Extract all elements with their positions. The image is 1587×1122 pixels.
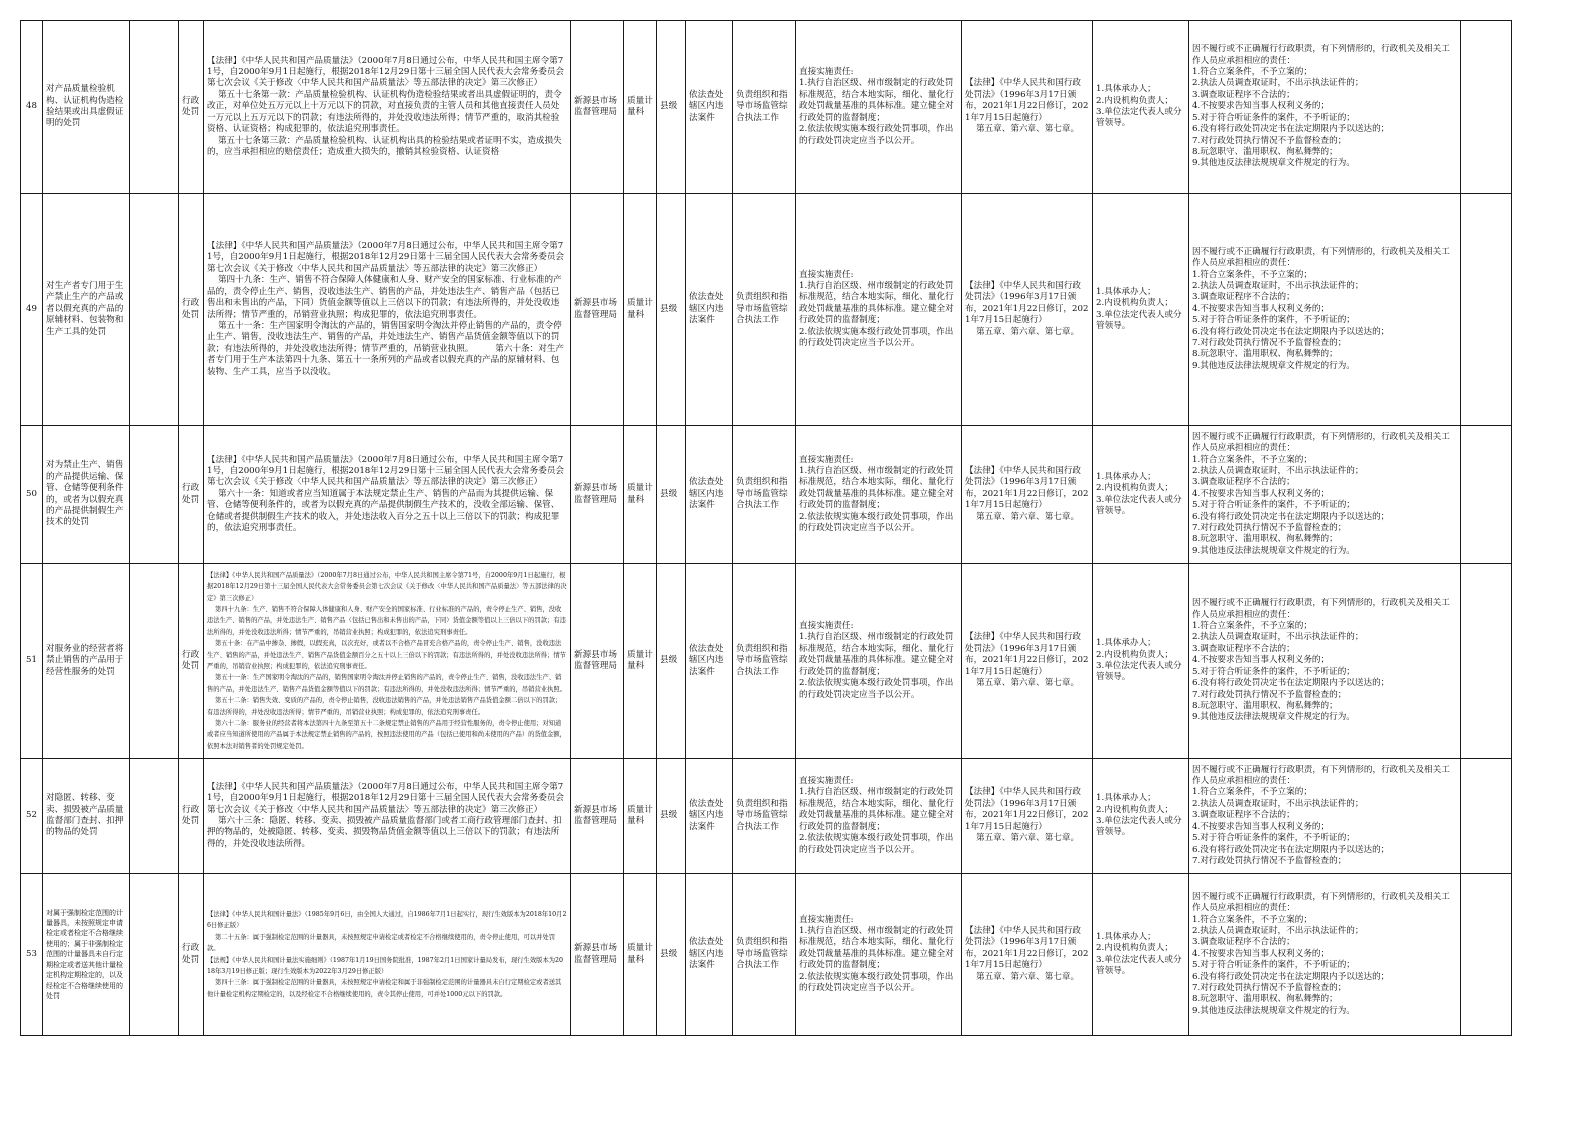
implementing-department: 新源县市场监督管理局 xyxy=(571,194,624,426)
exercise-level: 县级 xyxy=(657,194,686,426)
responsibility-item: 负责组织和指导市场监管综合执法工作 xyxy=(733,759,796,874)
table-row xyxy=(21,194,1512,426)
power-content: 依法查处辖区内违法案件 xyxy=(686,564,733,759)
power-type: 行政处罚 xyxy=(179,759,204,874)
duty-basis: 【法律】《中华人民共和国行政处罚法》（1996年3月17日颁布，2021年1月22日修订，2021年7月15日起施行） 第五章、第六章、第七章。 xyxy=(962,564,1093,759)
item-name: 对服务业的经营者将禁止销售的产品用于经营性服务的处罚 xyxy=(43,564,130,759)
accountability-cases: 因不履行或不正确履行行政职责，有下列情形的，行政机关及相关工作人员应承担相应的责任： 1.符合立案条件，不予立案的； 2.执法人员调查取证时，不出示执法证件的； 3.调查取证程序不合法的； 4.不按要求告知当事人权利义务的； 5.对于符合听证条件的案件，不予听证的； 6.没有将行政处罚决定书在法定期限内予以送达的； 7.对行政处罚执行情况不予监督检查的； 8.玩忽职守、滥用职权、徇私舞弊的； 9.其他违反法律法规规章文件规定的行为。 xyxy=(1189,564,1461,759)
accountability-cases: 因不履行或不正确履行行政职责，有下列情形的，行政机关及相关工作人员应承担相应的责任： 1.符合立案条件，不予立案的； 2.执法人员调查取证时，不出示执法证件的； 3.调查取证程序不合法的； 4.不按要求告知当事人权利义务的； 5.对于符合听证条件的案件，不予听证的； 6.没有将行政处罚决定书在法定期限内予以送达的； 7.对行政处罚执行情况不予监督检查的； 8.玩忽职守、滥用职权、徇私舞弊的； 9.其他违反法律法规规章文件规定的行为。 xyxy=(1189,194,1461,426)
responsible-office: 质量计量科 xyxy=(624,21,657,194)
responsible-office: 质量计量科 xyxy=(624,564,657,759)
duty-basis: 【法律】《中华人民共和国行政处罚法》（1996年3月17日颁布，2021年1月22日修订，2021年7月15日起施行） 第五章、第六章、第七章。 xyxy=(962,194,1093,426)
duty-content: 直接实施责任: 1.执行自治区级、州市级制定的行政处罚标准规范，结合本地实际，细化、量化行政处罚裁量基准的具体标准。建立健全对行政处罚的监督制度； 2.依法依规实施本级行政处罚事项，作出的行政处罚决定应当予以公开。 xyxy=(796,21,962,194)
responsible-office: 质量计量科 xyxy=(624,194,657,426)
duty-content: 直接实施责任: 1.执行自治区级、州市级制定的行政处罚标准规范，结合本地实际，细化、量化行政处罚裁量基准的具体标准。建立健全对行政处罚的监督制度； 2.依法依规实施本级行政处罚事项，作出的行政处罚决定应当予以公开。 xyxy=(796,426,962,564)
remark-cell xyxy=(1461,759,1512,874)
power-type: 行政处罚 xyxy=(179,874,204,1036)
table-row xyxy=(21,21,1512,194)
row-number: 48 xyxy=(21,21,43,194)
power-content: 依法查处辖区内违法案件 xyxy=(686,194,733,426)
legal-basis: 【法律】《中华人民共和国产品质量法》（2000年7月8日通过公布，中华人民共和国主席令第71号，自2000年9月1日起施行，根据2018年12月29日第十三届全国人民代表大会常务委员会第七次会议《关于修改〈中华人民共和国产品质量法〉等五部法律的决定》第三次修正） 第四十九条：生产、销售不符合保障人体健康和人身、财产安全的国家标准、行业标准的产品的，责令停止生产、销售，没收违法生产、销售的产品，并处违法生产、销售产品（包括已售出和未售出的产品，下同）货值金额等值以上三倍以下的罚款；有违法所得的，并处没收违法所得；情节严重的，吊销营业执照；构成犯罪的，依法追究刑事责任。 第五十条：在产品中掺杂、掺假，以假充真，以次充好，或者以不合格产品冒充合格产品的，责令停止生产、销售，没收违法生产、销售的产品，并处违法生产、销售产品货值金额百分之五十以上三倍以下的罚款；有违法所得的，并处没收违法所得；情节严重的，吊销营业执照；构成犯罪的，依法追究刑事责任。 第五十一条：生产国家明令淘汰的产品的，销售国家明令淘汰并停止销售的产品的，责令停止生产、销售，没收违法生产、销售的产品，并处违法生产、销售产品货值金额等值以下的罚款；有违法所得的，并处没收违法所得；情节严重的，吊销营业执照。 第五十二条：销售失效、变质的产品的，责令停止销售，没收违法销售的产品，并处违法销售产品货值金额二倍以下的罚款；有违法所得的，并处没收违法所得；情节严重的，吊销营业执照；构成犯罪的，依法追究刑事责任。 第六十二条：服务业的经营者将本法第四十九条至第五十二条规定禁止销售的产品用于经营性服务的，责令停止使用；对知道或者应当知道所使用的产品属于本法规定禁止销售的产品的，按照违法使用的产品（包括已使用和尚未使用的产品）的货值金额，依照本法对销售者的处罚规定处罚。 xyxy=(204,564,571,759)
power-list-table xyxy=(20,20,1512,1036)
duty-basis: 【法律】《中华人民共和国行政处罚法》（1996年3月17日颁布，2021年1月22日修订，2021年7月15日起施行） 第五章、第六章、第七章。 xyxy=(962,874,1093,1036)
accountable-subjects: 1.具体承办人； 2.内设机构负责人； 3.单位法定代表人或分管领导。 xyxy=(1093,426,1189,564)
duty-content: 直接实施责任: 1.执行自治区级、州市级制定的行政处罚标准规范，结合本地实际，细化、量化行政处罚裁量基准的具体标准。建立健全对行政处罚的监督制度； 2.依法依规实施本级行政处罚事项，作出的行政处罚决定应当予以公开。 xyxy=(796,564,962,759)
responsible-office: 质量计量科 xyxy=(624,759,657,874)
duty-content: 直接实施责任: 1.执行自治区级、州市级制定的行政处罚标准规范，结合本地实际，细化、量化行政处罚裁量基准的具体标准。建立健全对行政处罚的监督制度； 2.依法依规实施本级行政处罚事项，作出的行政处罚决定应当予以公开。 xyxy=(796,759,962,874)
accountable-subjects: 1.具体承办人； 2.内设机构负责人； 3.单位法定代表人或分管领导。 xyxy=(1093,874,1189,1036)
power-type: 行政处罚 xyxy=(179,564,204,759)
power-content: 依法查处辖区内违法案件 xyxy=(686,426,733,564)
power-content: 依法查处辖区内违法案件 xyxy=(686,874,733,1036)
duty-content: 直接实施责任: 1.执行自治区级、州市级制定的行政处罚标准规范，结合本地实际，细化、量化行政处罚裁量基准的具体标准。建立健全对行政处罚的监督制度； 2.依法依规实施本级行政处罚事项，作出的行政处罚决定应当予以公开。 xyxy=(796,874,962,1036)
remark-cell xyxy=(1461,21,1512,194)
remark-cell xyxy=(1461,194,1512,426)
accountability-cases: 因不履行或不正确履行行政职责，有下列情形的，行政机关及相关工作人员应承担相应的责任： 1.符合立案条件，不予立案的； 2.执法人员调查取证时，不出示执法证件的； 3.调查取证程序不合法的； 4.不按要求告知当事人权利义务的； 5.对于符合听证条件的案件，不予听证的； 6.没有将行政处罚决定书在法定期限内予以送达的； 7.对行政处罚执行情况不予监督检查的； xyxy=(1189,759,1461,874)
row-number: 52 xyxy=(21,759,43,874)
legal-basis: 【法律】《中华人民共和国计量法》（1985年9月6日，由全国人大通过，自1986年7月1日起实行，现行生效版本为2018年10月26日修正版） 第二十五条：属于强制检定范围的计量器具，未按照规定申请检定或者检定不合格继续使用的，责令停止使用，可以并处罚款。 【法规】《中华人民共和国计量法实施细则》（1987年1月19日国务院批准，1987年2月1日国家计量局发布，现行生效版本为2018年3月19日修正版；现行生效版本为2022年3月29日修正版） 第四十三条：属于强制检定范围的计量器具，未按照规定申请检定和属于非强制检定范围的计量器具未自行定期检定或者送其他计量检定机构定期检定的，以及经检定不合格继续使用的，责令其停止使用，可并处1000元以下的罚款。 xyxy=(204,874,571,1036)
duty-basis: 【法律】《中华人民共和国行政处罚法》（1996年3月17日颁布，2021年1月22日修订，2021年7月15日起施行） 第五章、第六章、第七章。 xyxy=(962,21,1093,194)
responsible-office: 质量计量科 xyxy=(624,874,657,1036)
power-content: 依法查处辖区内违法案件 xyxy=(686,759,733,874)
accountable-subjects: 1.具体承办人； 2.内设机构负责人； 3.单位法定代表人或分管领导。 xyxy=(1093,194,1189,426)
power-type: 行政处罚 xyxy=(179,21,204,194)
legal-basis: 【法律】《中华人民共和国产品质量法》（2000年7月8日通过公布，中华人民共和国主席令第71号，自2000年9月1日起施行，根据2018年12月29日第十三届全国人民代表大会常务委员会第七次会议《关于修改〈中华人民共和国产品质量法〉等五部法律的决定》第三次修正） 第四十九条：生产、销售不符合保障人体健康和人身、财产安全的国家标准、行业标准的产品的，责令停止生产、销售，没收违法生产、销售的产品，并处违法生产、销售产品（包括已售出和未售出的产品，下同）货值金额等值以上三倍以下的罚款；有违法所得的，并处没收违法所得；情节严重的，吊销营业执照；构成犯罪的，依法追究刑事责任。 第五十一条：生产国家明令淘汰的产品的，销售国家明令淘汰并停止销售的产品的，责令停止生产、销售，没收违法生产、销售的产品，并处违法生产、销售产品货值金额等值以下的罚款；有违法所得的，并处没收违法所得；情节严重的，吊销营业执照。 第六十条：对生产者专门用于生产本法第四十九条、第五十一条所列的产品或者以假充真的产品的原辅材料、包装物、生产工具，应当予以没收。 xyxy=(204,194,571,426)
legal-basis: 【法律】《中华人民共和国产品质量法》（2000年7月8日通过公布，中华人民共和国主席令第71号，自2000年9月1日起施行，根据2018年12月29日第十三届全国人民代表大会常务委员会第七次会议《关于修改〈中华人民共和国产品质量法〉等五部法律的决定》第三次修正） 第六十一条：知道或者应当知道属于本法规定禁止生产、销售的产品而为其提供运输、保管、仓储等便利条件的，或者为以假充真的产品提供制假生产技术的，没收全部运输、保管、仓储或者提供制假生产技术的收入，并处违法收入百分之五十以上三倍以下的罚款；构成犯罪的，依法追究刑事责任。 xyxy=(204,426,571,564)
accountability-cases: 因不履行或不正确履行行政职责，有下列情形的，行政机关及相关工作人员应承担相应的责任： 1.符合立案条件，不予立案的； 2.执法人员调查取证时，不出示执法证件的； 3.调查取证程序不合法的； 4.不按要求告知当事人权利义务的； 5.对于符合听证条件的案件，不予听证的； 6.没有将行政处罚决定书在法定期限内予以送达的； 7.对行政处罚执行情况不予监督检查的； 8.玩忽职守、滥用职权、徇私舞弊的； 9.其他违反法律法规规章文件规定的行为。 xyxy=(1189,21,1461,194)
exercise-level: 县级 xyxy=(657,874,686,1036)
subitem-cell xyxy=(130,21,179,194)
responsibility-item: 负责组织和指导市场监管综合执法工作 xyxy=(733,21,796,194)
responsibility-item: 负责组织和指导市场监管综合执法工作 xyxy=(733,564,796,759)
exercise-level: 县级 xyxy=(657,564,686,759)
responsibility-item: 负责组织和指导市场监管综合执法工作 xyxy=(733,194,796,426)
subitem-cell xyxy=(130,759,179,874)
accountability-cases: 因不履行或不正确履行行政职责，有下列情形的，行政机关及相关工作人员应承担相应的责任： 1.符合立案条件，不予立案的； 2.执法人员调查取证时，不出示执法证件的； 3.调查取证程序不合法的； 4.不按要求告知当事人权利义务的； 5.对于符合听证条件的案件，不予听证的； 6.没有将行政处罚决定书在法定期限内予以送达的； 7.对行政处罚执行情况不予监督检查的； 8.玩忽职守、滥用职权、徇私舞弊的； 9.其他违反法律法规规章文件规定的行为。 xyxy=(1189,426,1461,564)
duty-content: 直接实施责任: 1.执行自治区级、州市级制定的行政处罚标准规范，结合本地实际，细化、量化行政处罚裁量基准的具体标准。建立健全对行政处罚的监督制度； 2.依法依规实施本级行政处罚事项，作出的行政处罚决定应当予以公开。 xyxy=(796,194,962,426)
exercise-level: 县级 xyxy=(657,426,686,564)
item-name: 对属于强制检定范围的计量器具，未按照规定申请检定或者检定不合格继续使用的；属于非强制检定范围的计量器具未自行定期检定或者送其他计量检定机构定期检定的，以及经检定不合格继续使用的处罚 xyxy=(43,874,130,1036)
implementing-department: 新源县市场监督管理局 xyxy=(571,21,624,194)
row-number: 50 xyxy=(21,426,43,564)
table-row xyxy=(21,874,1512,1036)
responsibility-item: 负责组织和指导市场监管综合执法工作 xyxy=(733,874,796,1036)
table-row xyxy=(21,759,1512,874)
table-row xyxy=(21,426,1512,564)
subitem-cell xyxy=(130,874,179,1036)
subitem-cell xyxy=(130,564,179,759)
legal-basis: 【法律】《中华人民共和国产品质量法》（2000年7月8日通过公布，中华人民共和国主席令第71号，自2000年9月1日起施行，根据2018年12月29日第十三届全国人民代表大会常务委员会第七次会议《关于修改〈中华人民共和国产品质量法〉等五部法律的决定》第三次修正） 第六十三条：隐匿、转移、变卖、损毁被产品质量监督部门或者工商行政管理部门查封、扣押的物品的，处被隐匿、转移、变卖、损毁物品货值金额等值以上三倍以下的罚款；有违法所得的，并处没收违法所得。 xyxy=(204,759,571,874)
row-number: 49 xyxy=(21,194,43,426)
row-number: 53 xyxy=(21,874,43,1036)
item-name: 对为禁止生产、销售的产品提供运输、保管、仓储等便利条件的，或者为以假充真的产品提供制假生产技术的处罚 xyxy=(43,426,130,564)
power-content: 依法查处辖区内违法案件 xyxy=(686,21,733,194)
implementing-department: 新源县市场监督管理局 xyxy=(571,759,624,874)
remark-cell xyxy=(1461,874,1512,1036)
accountable-subjects: 1.具体承办人； 2.内设机构负责人； 3.单位法定代表人或分管领导。 xyxy=(1093,21,1189,194)
responsible-office: 质量计量科 xyxy=(624,426,657,564)
subitem-cell xyxy=(130,194,179,426)
subitem-cell xyxy=(130,426,179,564)
remark-cell xyxy=(1461,564,1512,759)
item-name: 对生产者专门用于生产禁止生产的产品或者以假充真的产品的原辅材料、包装物和生产工具的处罚 xyxy=(43,194,130,426)
accountability-cases: 因不履行或不正确履行行政职责，有下列情形的，行政机关及相关工作人员应承担相应的责任： 1.符合立案条件，不予立案的； 2.执法人员调查取证时，不出示执法证件的； 3.调查取证程序不合法的； 4.不按要求告知当事人权利义务的； 5.对于符合听证条件的案件，不予听证的； 6.没有将行政处罚决定书在法定期限内予以送达的； 7.对行政处罚执行情况不予监督检查的； 8.玩忽职守、滥用职权、徇私舞弊的； 9.其他违反法律法规规章文件规定的行为。 xyxy=(1189,874,1461,1036)
power-type: 行政处罚 xyxy=(179,426,204,564)
responsibility-item: 负责组织和指导市场监管综合执法工作 xyxy=(733,426,796,564)
item-name: 对产品质量检验机构、认证机构伪造检验结果或出具虚假证明的处罚 xyxy=(43,21,130,194)
implementing-department: 新源县市场监督管理局 xyxy=(571,874,624,1036)
power-type: 行政处罚 xyxy=(179,194,204,426)
remark-cell xyxy=(1461,426,1512,564)
legal-basis: 【法律】《中华人民共和国产品质量法》（2000年7月8日通过公布，中华人民共和国主席令第71号，自2000年9月1日起施行，根据2018年12月29日第十三届全国人民代表大会常务委员会第七次会议《关于修改〈中华人民共和国产品质量法〉等五部法律的决定》第三次修正） 第五十七条第一款：产品质量检验机构、认证机构伪造检验结果或者出具虚假证明的，责令改正，对单位处五万元以上十万元以下的罚款，对直接负责的主管人员和其他直接责任人员处一万元以上五万元以下的罚款；有违法所得的，并处没收违法所得；情节严重的，取消其检验资格、认证资格；构成犯罪的，依法追究刑事责任。 第五十七条第三款：产品质量检验机构、认证机构出具的检验结果或者证明不实，造成损失的，应当承担相应的赔偿责任；造成重大损失的，撤销其检验资格、认证资格 xyxy=(204,21,571,194)
accountable-subjects: 1.具体承办人； 2.内设机构负责人； 3.单位法定代表人或分管领导。 xyxy=(1093,759,1189,874)
implementing-department: 新源县市场监督管理局 xyxy=(571,426,624,564)
exercise-level: 县级 xyxy=(657,759,686,874)
row-number: 51 xyxy=(21,564,43,759)
exercise-level: 县级 xyxy=(657,21,686,194)
accountable-subjects: 1.具体承办人； 2.内设机构负责人； 3.单位法定代表人或分管领导。 xyxy=(1093,564,1189,759)
item-name: 对隐匿、转移、变卖、损毁被产品质量监督部门查封、扣押的物品的处罚 xyxy=(43,759,130,874)
table-row xyxy=(21,564,1512,759)
implementing-department: 新源县市场监督管理局 xyxy=(571,564,624,759)
duty-basis: 【法律】《中华人民共和国行政处罚法》（1996年3月17日颁布，2021年1月22日修订，2021年7月15日起施行） 第五章、第六章、第七章。 xyxy=(962,759,1093,874)
duty-basis: 【法律】《中华人民共和国行政处罚法》（1996年3月17日颁布，2021年1月22日修订，2021年7月15日起施行） 第五章、第六章、第七章。 xyxy=(962,426,1093,564)
